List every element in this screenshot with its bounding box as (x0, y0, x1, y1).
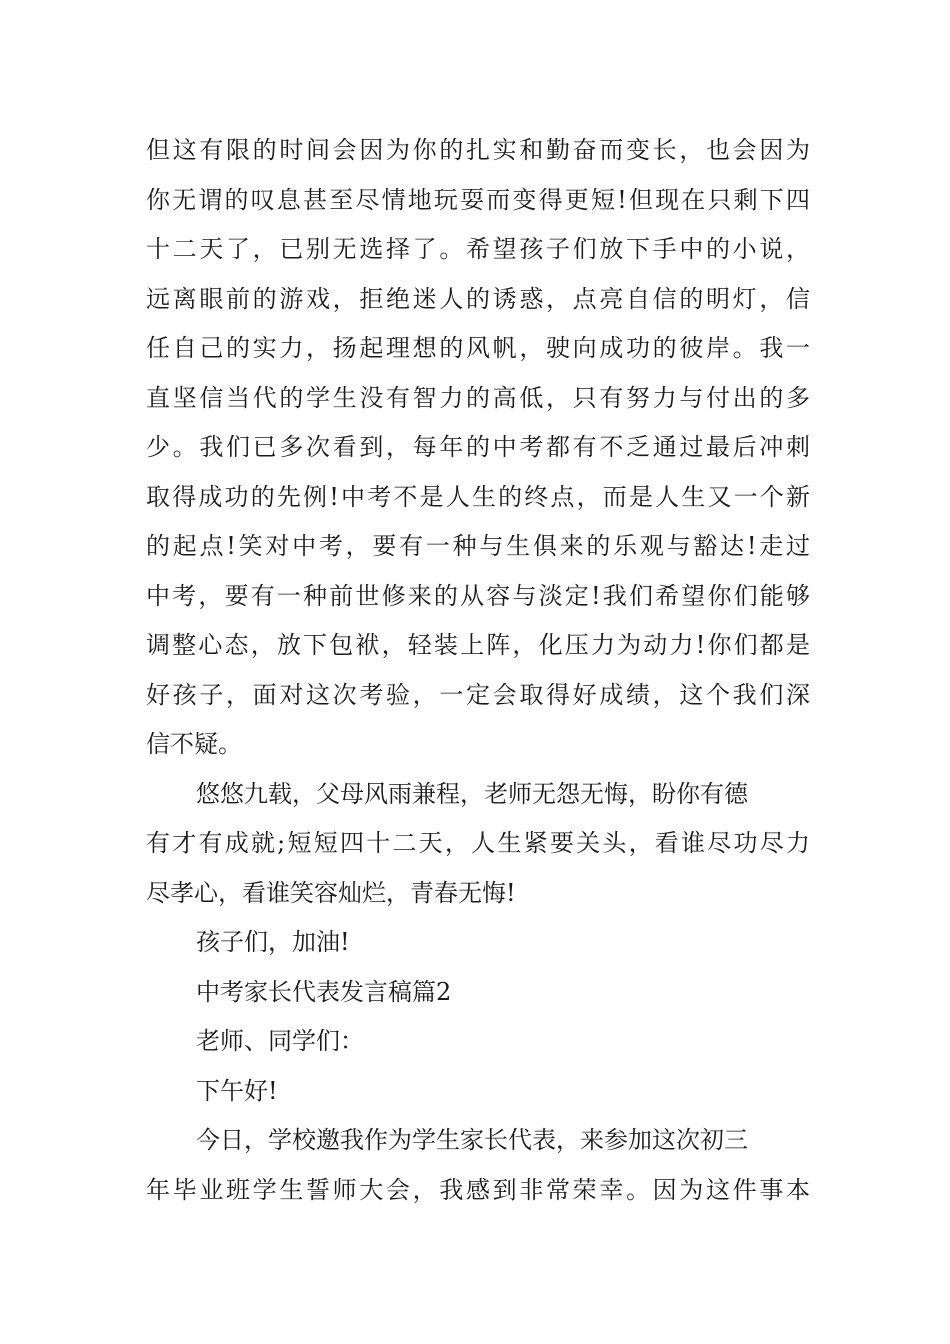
text-line: 中考家长代表发言稿篇2 (196, 977, 452, 1006)
text-line: 年毕业班学生誓师大会，我感到非常荣幸。因为这件事本 (146, 1175, 810, 1204)
text-line: 有才有成就;短短四十二天，人生紧要关头，看谁尽功尽力 (146, 829, 810, 857)
text-line: 信不疑。 (146, 730, 242, 758)
text-line: 尽孝心，看谁笑容灿烂，青春无悔! (146, 878, 516, 907)
text-line: 取得成功的先例!中考不是人生的终点，而是人生又一个新 (146, 482, 810, 511)
text-line: 远离眼前的游戏，拒绝迷人的诱惑，点亮自信的明灯，信 (146, 284, 810, 313)
text-line: 任自己的实力，扬起理想的风帆，驶向成功的彼岸。我一 (146, 334, 810, 362)
text-line: 直坚信当代的学生没有智力的高低，只有努力与付出的多 (146, 383, 810, 412)
text-line: 老师、同学们： (196, 1027, 364, 1055)
text-line: 你无谓的叹息甚至尽情地玩耍而变得更短!但现在只剩下四 (146, 185, 810, 214)
text-line: 孩子们，加油! (196, 928, 350, 956)
text-line: 好孩子，面对这次考验，一定会取得好成绩，这个我们深 (146, 680, 810, 709)
text-line: 但这有限的时间会因为你的扎实和勤奋而变长，也会因为 (146, 136, 810, 164)
text-line: 调整心态，放下包袱，轻装上阵，化压力为动力!你们都是 (146, 631, 810, 659)
text-line: 下午好! (196, 1076, 278, 1105)
text-line: 少。我们已多次看到，每年的中考都有不乏通过最后冲刺 (146, 433, 810, 461)
text-line: 的起点!笑对中考，要有一种与生俱来的乐观与豁达!走过 (146, 532, 810, 560)
text-line: 悠悠九载，父母风雨兼程，老师无怨无悔，盼你有德 (196, 779, 748, 808)
text-line: 今日，学校邀我作为学生家长代表，来参加这次初三 (196, 1126, 748, 1154)
text-line: 十二天了，已别无选择了。希望孩子们放下手中的小说， (146, 235, 810, 263)
text-line: 中考，要有一种前世修来的从容与淡定!我们希望你们能够 (146, 581, 810, 610)
